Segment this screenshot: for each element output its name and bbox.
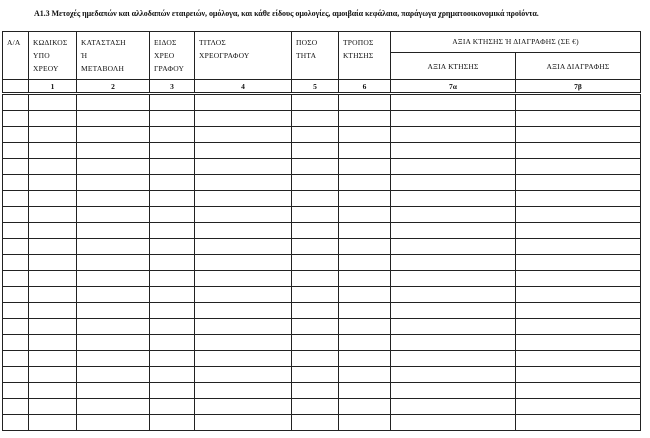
table-cell[interactable] [391, 319, 516, 335]
table-cell[interactable] [3, 111, 29, 127]
table-cell[interactable] [77, 287, 150, 303]
table-cell[interactable] [77, 175, 150, 191]
table-cell[interactable] [29, 191, 77, 207]
table-cell[interactable] [29, 415, 77, 431]
table-cell[interactable] [77, 399, 150, 415]
table-cell[interactable] [339, 127, 391, 143]
table-cell[interactable] [3, 143, 29, 159]
table-cell[interactable] [516, 223, 641, 239]
table-cell[interactable] [292, 255, 339, 271]
col-header-acquisition-method: ΤΡΟΠΟΣ ΚΤΗΣΗΣ [339, 32, 391, 80]
table-cell[interactable] [391, 415, 516, 431]
table-cell[interactable] [3, 351, 29, 367]
col-number: 4 [195, 80, 292, 94]
table-cell[interactable] [391, 143, 516, 159]
table-cell[interactable] [516, 383, 641, 399]
table-cell[interactable] [516, 159, 641, 175]
table-cell[interactable] [391, 255, 516, 271]
col-header-security-type: ΕΙΔΟΣ ΧΡΕΟ ΓΡΑΦΟΥ [150, 32, 195, 80]
col-header-security-code: ΚΩΔΙΚΟΣ ΥΠΟ ΧΡΕΟΥ [29, 32, 77, 80]
table-cell[interactable] [516, 191, 641, 207]
table-cell[interactable] [516, 367, 641, 383]
table-cell[interactable] [77, 159, 150, 175]
table-cell[interactable] [29, 207, 77, 223]
table-cell[interactable] [77, 207, 150, 223]
table-cell[interactable] [3, 191, 29, 207]
table-cell[interactable] [150, 351, 195, 367]
table-cell[interactable] [77, 94, 150, 111]
table-row [3, 207, 641, 223]
table-cell[interactable] [391, 239, 516, 255]
table-cell[interactable] [195, 175, 292, 191]
table-cell[interactable] [150, 94, 195, 111]
table-cell[interactable] [516, 255, 641, 271]
table-cell[interactable] [391, 351, 516, 367]
table-cell[interactable] [29, 271, 77, 287]
table-cell[interactable] [391, 191, 516, 207]
table-cell[interactable] [150, 287, 195, 303]
table-row [3, 351, 641, 367]
table-cell[interactable] [29, 159, 77, 175]
form-rows [3, 94, 641, 431]
table-cell[interactable] [391, 127, 516, 143]
table-cell[interactable] [516, 399, 641, 415]
table-cell[interactable] [516, 335, 641, 351]
col-header-acquisition-value: ΑΞΙΑ ΚΤΗΣΗΣ [391, 53, 516, 80]
table-cell[interactable] [29, 175, 77, 191]
table-cell[interactable] [195, 143, 292, 159]
table-cell[interactable] [292, 415, 339, 431]
table-cell[interactable] [195, 367, 292, 383]
table-cell[interactable] [77, 335, 150, 351]
table-cell[interactable] [391, 303, 516, 319]
table-cell[interactable] [150, 143, 195, 159]
table-cell[interactable] [292, 383, 339, 399]
table-cell[interactable] [195, 287, 292, 303]
table-cell[interactable] [516, 127, 641, 143]
table-cell[interactable] [77, 111, 150, 127]
col-header-write-off-value: ΑΞΙΑ ΔΙΑΓΡΑΦΗΣ [516, 53, 641, 80]
table-row [3, 415, 641, 431]
table-cell[interactable] [339, 303, 391, 319]
table-cell[interactable] [292, 351, 339, 367]
table-cell[interactable] [3, 383, 29, 399]
table-cell[interactable] [29, 319, 77, 335]
table-cell[interactable] [339, 143, 391, 159]
table-cell[interactable] [3, 127, 29, 143]
table-cell[interactable] [339, 239, 391, 255]
table-row [3, 223, 641, 239]
form-section-title: Α1.3 Μετοχές ημεδαπών και αλλοδαπών εταιρειών, ομόλογα, και κάθε είδους ομολογίες, αμοιβαία κεφάλαια, παράγωγα χρηματοοικονομικά προϊόντα. [34, 9, 539, 18]
table-cell[interactable] [77, 191, 150, 207]
table-cell[interactable] [195, 303, 292, 319]
table-row [3, 127, 641, 143]
table-cell[interactable] [29, 94, 77, 111]
table-cell[interactable] [3, 271, 29, 287]
table-cell[interactable] [150, 367, 195, 383]
table-cell[interactable] [77, 255, 150, 271]
table-cell[interactable] [339, 207, 391, 223]
table-cell[interactable] [339, 255, 391, 271]
table-cell[interactable] [150, 207, 195, 223]
table-cell[interactable] [29, 223, 77, 239]
table-cell[interactable] [195, 207, 292, 223]
table-row [3, 175, 641, 191]
table-cell[interactable] [391, 223, 516, 239]
table-cell[interactable] [292, 271, 339, 287]
table-cell[interactable] [150, 191, 195, 207]
table-cell[interactable] [195, 351, 292, 367]
table-cell[interactable] [195, 383, 292, 399]
table-cell[interactable] [339, 111, 391, 127]
table-cell[interactable] [516, 175, 641, 191]
table-cell[interactable] [391, 271, 516, 287]
col-header-quantity: ΠΟΣΟ ΤΗΤΑ [292, 32, 339, 80]
table-cell[interactable] [3, 335, 29, 351]
table-row [3, 271, 641, 287]
table-cell[interactable] [391, 335, 516, 351]
table-cell[interactable] [195, 111, 292, 127]
table-cell[interactable] [391, 399, 516, 415]
table-cell[interactable] [29, 239, 77, 255]
table-cell[interactable] [77, 271, 150, 287]
table-cell[interactable] [29, 351, 77, 367]
table-cell[interactable] [516, 415, 641, 431]
col-header-aa: Α/Α [3, 32, 29, 80]
table-cell[interactable] [150, 239, 195, 255]
table-row [3, 303, 641, 319]
table-cell[interactable] [77, 351, 150, 367]
col-number: 5 [292, 80, 339, 94]
col-number: 7β [516, 80, 641, 94]
table-cell[interactable] [29, 127, 77, 143]
table-cell[interactable] [3, 367, 29, 383]
table-cell[interactable] [292, 111, 339, 127]
table-cell[interactable] [150, 255, 195, 271]
table-cell[interactable] [29, 287, 77, 303]
table-cell[interactable] [150, 175, 195, 191]
table-cell[interactable] [150, 127, 195, 143]
table-row [3, 143, 641, 159]
table-row [3, 191, 641, 207]
table-cell[interactable] [339, 287, 391, 303]
table-cell[interactable] [3, 175, 29, 191]
table-cell[interactable] [292, 399, 339, 415]
table-row [3, 239, 641, 255]
table-cell[interactable] [391, 383, 516, 399]
table-cell[interactable] [3, 319, 29, 335]
col-number: 1 [29, 80, 77, 94]
col-number: 7α [391, 80, 516, 94]
table-cell[interactable] [516, 207, 641, 223]
col-number: 2 [77, 80, 150, 94]
table-cell[interactable] [150, 415, 195, 431]
table-cell[interactable] [77, 127, 150, 143]
table-cell[interactable] [292, 239, 339, 255]
table-cell[interactable] [391, 94, 516, 111]
table-row [3, 367, 641, 383]
table-cell[interactable] [77, 319, 150, 335]
table-cell[interactable] [195, 271, 292, 287]
table-row [3, 383, 641, 399]
table-cell[interactable] [292, 287, 339, 303]
table-cell[interactable] [77, 415, 150, 431]
table-cell[interactable] [292, 319, 339, 335]
table-row [3, 399, 641, 415]
table-cell[interactable] [29, 111, 77, 127]
table-cell[interactable] [292, 367, 339, 383]
table-cell[interactable] [339, 271, 391, 287]
table-cell[interactable] [150, 223, 195, 239]
table-cell[interactable] [516, 94, 641, 111]
table-cell[interactable] [3, 159, 29, 175]
table-cell[interactable] [195, 335, 292, 351]
table-row [3, 159, 641, 175]
table-cell[interactable] [292, 223, 339, 239]
table-cell[interactable] [292, 94, 339, 111]
table-cell[interactable] [77, 367, 150, 383]
table-cell[interactable] [195, 159, 292, 175]
table-cell[interactable] [150, 271, 195, 287]
table-cell[interactable] [150, 111, 195, 127]
table-cell[interactable] [516, 303, 641, 319]
table-cell[interactable] [3, 255, 29, 271]
table-row [3, 255, 641, 271]
table-cell[interactable] [292, 175, 339, 191]
table-cell[interactable] [29, 143, 77, 159]
table-cell[interactable] [516, 287, 641, 303]
table-cell[interactable] [339, 367, 391, 383]
table-cell[interactable] [195, 127, 292, 143]
col-header-status-change: ΚΑΤΑΣΤΑΣΗ Ή ΜΕΤΑΒΟΛΗ [77, 32, 150, 80]
table-cell[interactable] [195, 239, 292, 255]
table-cell[interactable] [516, 271, 641, 287]
table-cell[interactable] [150, 335, 195, 351]
table-row [3, 319, 641, 335]
table-cell[interactable] [29, 335, 77, 351]
table-cell[interactable] [77, 223, 150, 239]
table-cell[interactable] [516, 319, 641, 335]
securities-table [2, 31, 641, 431]
table-cell[interactable] [391, 367, 516, 383]
table-cell[interactable] [391, 207, 516, 223]
table-cell[interactable] [150, 383, 195, 399]
table-cell[interactable] [339, 223, 391, 239]
col-number [3, 80, 29, 94]
table-cell[interactable] [3, 207, 29, 223]
column-number-row [3, 80, 641, 94]
table-cell[interactable] [195, 94, 292, 111]
table-cell[interactable] [339, 94, 391, 111]
col-header-security-title: ΤΙΤΛΟΣ ΧΡΕΟΓΡΑΦΟΥ [195, 32, 292, 80]
table-cell[interactable] [339, 415, 391, 431]
table-cell[interactable] [339, 335, 391, 351]
table-cell[interactable] [516, 143, 641, 159]
table-cell[interactable] [3, 399, 29, 415]
table-cell[interactable] [339, 383, 391, 399]
col-number: 3 [150, 80, 195, 94]
table-cell[interactable] [391, 175, 516, 191]
table-cell[interactable] [292, 159, 339, 175]
table-cell[interactable] [150, 319, 195, 335]
table-cell[interactable] [77, 143, 150, 159]
table-cell[interactable] [339, 319, 391, 335]
table-cell[interactable] [339, 351, 391, 367]
table-cell[interactable] [77, 239, 150, 255]
table-cell[interactable] [391, 159, 516, 175]
table-cell[interactable] [391, 111, 516, 127]
col-number: 6 [339, 80, 391, 94]
table-cell[interactable] [292, 335, 339, 351]
table-cell[interactable] [77, 383, 150, 399]
table-cell[interactable] [339, 191, 391, 207]
table-cell[interactable] [3, 239, 29, 255]
table-cell[interactable] [77, 303, 150, 319]
table-row [3, 335, 641, 351]
table-cell[interactable] [150, 399, 195, 415]
table-cell[interactable] [29, 367, 77, 383]
table-cell[interactable] [3, 94, 29, 111]
table-cell[interactable] [516, 111, 641, 127]
table-cell[interactable] [29, 399, 77, 415]
table-row [3, 94, 641, 111]
table-cell[interactable] [195, 415, 292, 431]
table-cell[interactable] [150, 159, 195, 175]
table-cell[interactable] [195, 399, 292, 415]
table-cell[interactable] [150, 303, 195, 319]
table-cell[interactable] [195, 191, 292, 207]
table-cell[interactable] [516, 239, 641, 255]
table-cell[interactable] [339, 159, 391, 175]
col-header-value-group: ΑΞΙΑ ΚΤΗΣΗΣ Ή ΔΙΑΓΡΑΦΗΣ (ΣΕ €) [391, 32, 641, 53]
table-cell[interactable] [292, 303, 339, 319]
table-cell[interactable] [195, 223, 292, 239]
table-cell[interactable] [3, 223, 29, 239]
table-cell[interactable] [29, 255, 77, 271]
table-cell[interactable] [29, 383, 77, 399]
table-cell[interactable] [516, 351, 641, 367]
table-cell[interactable] [391, 287, 516, 303]
table-cell[interactable] [3, 415, 29, 431]
table-cell[interactable] [3, 303, 29, 319]
table-cell[interactable] [195, 319, 292, 335]
table-cell[interactable] [339, 399, 391, 415]
table-cell[interactable] [292, 143, 339, 159]
table-row [3, 287, 641, 303]
table-cell[interactable] [195, 255, 292, 271]
table-cell[interactable] [292, 127, 339, 143]
table-cell[interactable] [292, 207, 339, 223]
table-cell[interactable] [339, 175, 391, 191]
table-cell[interactable] [292, 191, 339, 207]
table-row [3, 111, 641, 127]
table-cell[interactable] [3, 287, 29, 303]
table-cell[interactable] [29, 303, 77, 319]
